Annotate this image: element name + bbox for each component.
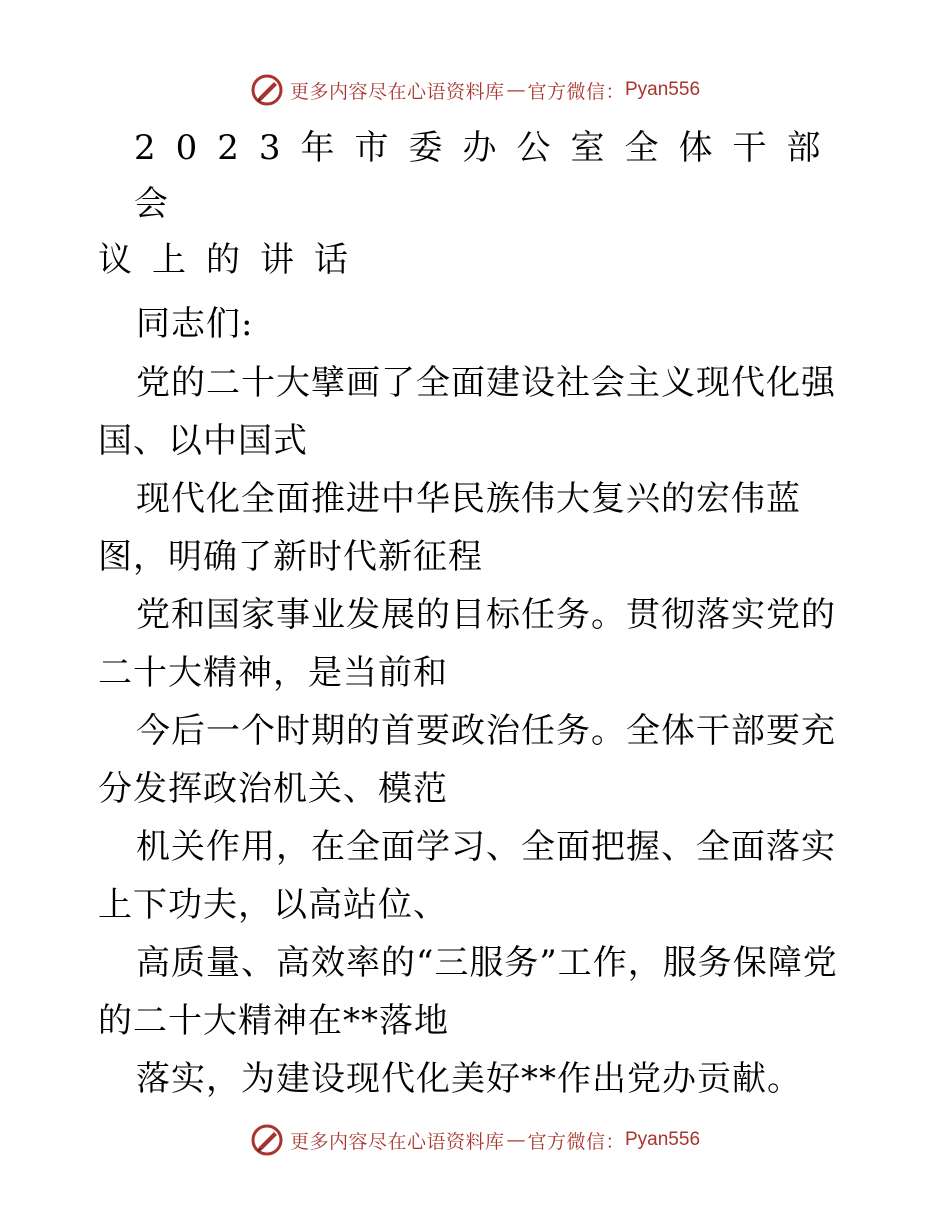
paragraph-line: 今后一个时期的首要政治任务。全体干部要充分发挥政治机关、模范 bbox=[98, 711, 836, 809]
banner-wechat-id: Pyan556 bbox=[625, 1129, 701, 1150]
paragraph-line: 落实，为建设现代化美好**作出党办贡献。 bbox=[136, 1059, 802, 1099]
paragraph-line: 高质量、高效率的“三服务”工作，服务保障党的二十大精神在**落地 bbox=[98, 943, 838, 1041]
paragraph-line: 党的二十大擘画了全面建设社会主义现代化强国、以中国式 bbox=[98, 363, 836, 461]
salutation: 同志们: bbox=[136, 304, 254, 344]
document-body bbox=[98, 120, 858, 1108]
pen-logo-icon bbox=[250, 1123, 284, 1157]
paragraph-line: 机关作用，在全面学习、全面把握、全面落实上下功夫，以高站位、 bbox=[98, 827, 836, 925]
document-title bbox=[98, 120, 858, 288]
header-banner bbox=[0, 70, 950, 110]
banner-wechat-label: 官方微信： bbox=[527, 80, 625, 103]
paragraph-line: 党和国家事业发展的目标任务。贯彻落实党的二十大精神，是当前和 bbox=[98, 595, 836, 693]
banner-wechat-label: 官方微信： bbox=[527, 1130, 625, 1153]
banner-separator: — bbox=[506, 1129, 526, 1151]
banner-text: 更多内容尽在心语资料库 bbox=[289, 80, 505, 103]
banner-wechat-id: Pyan556 bbox=[625, 79, 701, 100]
footer-banner bbox=[0, 1120, 950, 1160]
pen-logo-icon bbox=[250, 73, 284, 107]
banner-separator: — bbox=[506, 79, 526, 101]
banner-text: 更多内容尽在心语资料库 bbox=[289, 1130, 505, 1153]
title-line-1: 2023年市委办公室全体干部会 bbox=[134, 128, 841, 224]
title-line-2: 议上的讲话 bbox=[98, 240, 368, 280]
paragraph-line: 现代化全面推进中华民族伟大复兴的宏伟蓝图，明确了新时代新征程 bbox=[98, 479, 801, 577]
